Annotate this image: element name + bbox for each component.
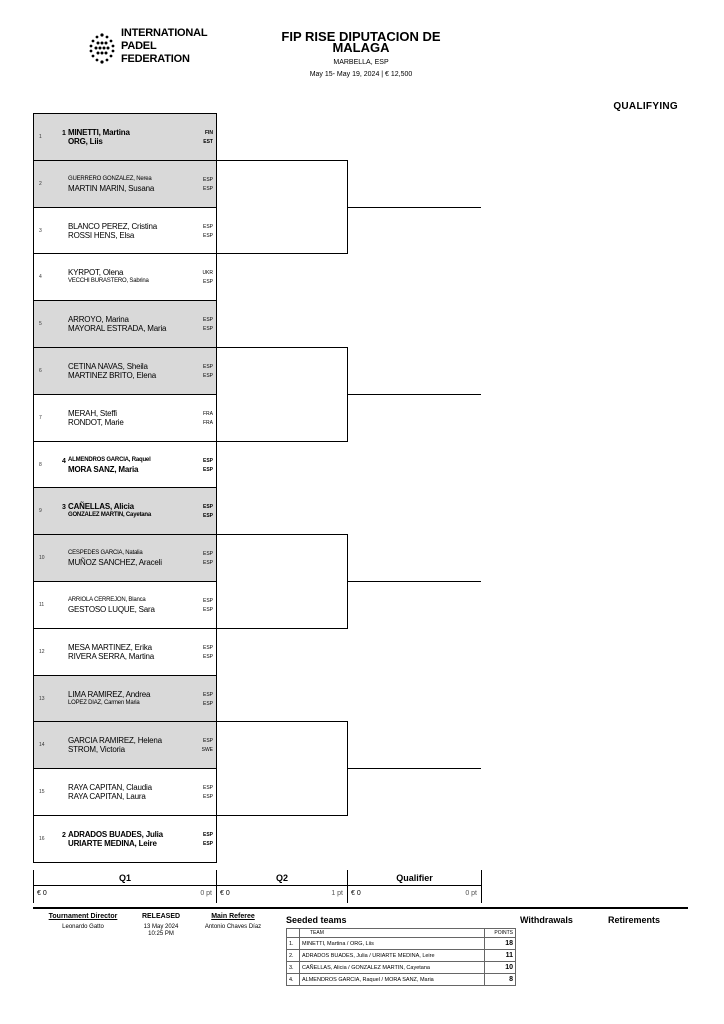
player-nationality: ESP — [202, 457, 213, 464]
tournament-city: MARBELLA, ESP — [333, 59, 389, 66]
bracket-line — [216, 441, 347, 442]
team-row — [34, 208, 216, 255]
seeded-team: CAÑELLAS, Alicia / GONZALEZ MARTIN, Cayetana — [300, 962, 485, 974]
seeded-teams-table — [286, 928, 516, 986]
director-name: Leonardo Gatto — [62, 924, 104, 930]
rounds-table — [33, 870, 482, 903]
team-draw-number: 6 — [39, 368, 42, 374]
player-name: GUERRERO GONZALEZ, Nerea — [68, 175, 152, 182]
retirements-label: Retirements — [608, 915, 661, 925]
player-nationality: ESP — [202, 185, 213, 192]
round-name: Qualifier — [396, 873, 433, 883]
director-block — [38, 913, 128, 930]
player-nationality: ESP — [202, 832, 213, 838]
team-row — [34, 301, 216, 348]
director-label: Tournament Director — [48, 913, 118, 920]
bracket-line — [347, 394, 481, 395]
team-draw-number: 5 — [39, 321, 42, 328]
player-nationality: FRA — [203, 410, 213, 417]
player-name: MARTIN MARIN, Susana — [68, 183, 155, 193]
team-draw-number: 12 — [39, 648, 45, 655]
player-nationality: ESP — [202, 653, 213, 660]
player-name: GARCIA RAMIREZ, Helena — [68, 736, 162, 746]
seeded-teams-title: Seeded teams — [286, 915, 347, 925]
seeded-num: 2. — [287, 950, 300, 962]
player-nationality: FRA — [203, 419, 213, 426]
seeded-col-team: TEAM — [300, 929, 485, 938]
seeded-points: 10 — [485, 962, 516, 974]
bracket-line — [216, 628, 347, 629]
team-row — [34, 769, 216, 816]
player-nationality: ESP — [202, 466, 213, 473]
player-nationality: EST — [203, 139, 213, 145]
player-nationality: ESP — [202, 691, 213, 698]
team-draw-number: 1 — [39, 134, 42, 140]
player-name: ALMENDROS GARCIA, Raquel — [68, 456, 151, 463]
player-name: MUÑOZ SANCHEZ, Araceli — [68, 558, 162, 568]
player-name: ADRADOS BUADES, Julia — [68, 830, 163, 839]
round-prize: € 0 — [37, 890, 47, 897]
team-row — [34, 676, 216, 723]
withdrawals-label: Withdrawals — [520, 915, 573, 925]
released-label: RELEASED — [141, 913, 181, 920]
team-row — [34, 348, 216, 395]
seeded-row — [287, 950, 516, 962]
player-name: VECCHI BURASTERO, Sabrina — [68, 278, 149, 285]
team-draw-number: 4 — [39, 274, 42, 281]
team-seed: 1 — [62, 130, 66, 137]
bracket-line — [347, 207, 481, 208]
player-name: MARTINEZ BRITO, Elena — [68, 371, 156, 380]
player-name: GESTOSO LUQUE, Sara — [68, 605, 155, 614]
seeded-points: 11 — [485, 950, 516, 962]
seeded-points: 8 — [485, 974, 516, 986]
player-name: MESA MARTINEZ, Erika — [68, 642, 152, 652]
team-draw-number: 7 — [39, 414, 42, 421]
fip-logo-icon — [88, 32, 116, 64]
team-row — [34, 442, 216, 489]
round-q1 — [33, 870, 217, 903]
tournament-dates: May 15- May 19, 2024 | € 12,500 — [309, 71, 413, 78]
round-name: Q1 — [118, 873, 131, 883]
player-name: RAYA CAPITAN, Laura — [68, 792, 146, 802]
team-draw-number: 3 — [39, 227, 42, 234]
player-nationality: ESP — [202, 551, 213, 558]
player-nationality: ESP — [202, 223, 213, 230]
seeded-num: 1. — [287, 938, 300, 950]
seeded-points: 18 — [485, 938, 516, 950]
bracket-line — [216, 721, 347, 722]
player-nationality: ESP — [202, 504, 213, 511]
team-row — [34, 254, 216, 301]
player-nationality: ESP — [202, 598, 213, 604]
player-nationality: ESP — [202, 364, 213, 370]
player-name: CETINA NAVAS, Sheila — [68, 362, 148, 371]
round-q2 — [217, 870, 348, 903]
round-points: 0 pt — [465, 890, 477, 897]
team-draw-number: 9 — [39, 508, 42, 515]
player-name: RIVERA SERRA, Martina — [68, 651, 155, 661]
team-row — [34, 488, 216, 535]
player-name: MAYORAL ESTRADA, Maria — [68, 324, 167, 334]
player-nationality: ESP — [202, 279, 213, 286]
fip-logo-text: INTERNATIONAL PADEL FEDERATION — [121, 27, 208, 65]
player-name: STROM, Victoria — [68, 745, 125, 755]
team-draw-number: 16 — [39, 836, 45, 842]
seeded-row — [287, 938, 516, 950]
team-row — [34, 535, 216, 582]
player-nationality: ESP — [202, 607, 213, 613]
referee-label: Main Referee — [211, 913, 255, 920]
team-row — [34, 816, 216, 863]
player-nationality: ESP — [202, 841, 213, 847]
player-name: ARROYO, Marina — [68, 315, 129, 325]
player-nationality: ESP — [202, 326, 213, 333]
draw-type-label: QUALIFYING — [613, 101, 678, 112]
team-seed: 4 — [62, 457, 66, 465]
bracket-line — [216, 815, 347, 816]
seeded-num: 3. — [287, 962, 300, 974]
team-row — [34, 722, 216, 769]
player-name: CESPEDES GARCIA, Natalia — [68, 550, 143, 557]
round-name: Q2 — [275, 873, 288, 883]
team-row — [34, 629, 216, 676]
team-draw-number: 11 — [39, 602, 45, 608]
referee-name: Antonio Chaves Díaz — [204, 924, 262, 930]
bracket-line — [347, 768, 481, 769]
seeded-row — [287, 974, 516, 986]
player-name: MINETTI, Martina — [68, 128, 130, 137]
round-qualifier — [348, 870, 482, 903]
player-name: KYRPOT, Olena — [68, 268, 124, 278]
player-nationality: ESP — [202, 700, 213, 707]
team-draw-number: 15 — [39, 789, 45, 796]
player-name: BLANCO PEREZ, Cristina — [68, 221, 157, 231]
seeded-team: ALMENDROS GARCIA, Raquel / MORA SANZ, Maria — [300, 974, 485, 986]
player-nationality: ESP — [202, 785, 213, 792]
seeded-row — [287, 962, 516, 974]
tournament-title: FIP RISE DIPUTACION DE MALAGA — [281, 29, 441, 55]
player-name: ROSSI HENS, Elsa — [68, 230, 135, 240]
team-row — [34, 582, 216, 629]
fip-logo — [88, 26, 208, 70]
player-name: LIMA RAMIREZ, Andrea — [68, 689, 151, 699]
team-row — [34, 395, 216, 442]
player-nationality: ESP — [202, 176, 213, 183]
round-points: 0 pt — [200, 890, 212, 897]
player-nationality: ESP — [202, 794, 213, 801]
player-nationality: ESP — [202, 317, 213, 324]
round-prize: € 0 — [351, 890, 361, 897]
seeded-team: ADRADOS BUADES, Julia / URIARTE MEDINA, Leire — [300, 950, 485, 962]
round-points: 1 pt — [331, 890, 343, 897]
player-nationality: ESP — [202, 373, 213, 379]
player-name: MORA SANZ, Maria — [68, 464, 139, 474]
player-name: RONDOT, Marie — [68, 417, 124, 427]
team-draw-number: 10 — [39, 555, 45, 562]
player-nationality: ESP — [202, 738, 213, 745]
bracket-line — [216, 534, 347, 535]
seeded-header-row — [287, 929, 516, 938]
player-name: LOPEZ DIAZ, Carmen Maria — [68, 699, 140, 706]
player-name: MERAH, Steffi — [68, 408, 117, 418]
bracket-line — [216, 347, 347, 348]
player-name: GONZALEZ MARTIN, Cayetana — [68, 512, 152, 519]
released-time: 10:25 PM — [148, 931, 174, 937]
player-nationality: ESP — [202, 513, 213, 520]
team-row — [34, 161, 216, 208]
team-draw-number: 13 — [39, 695, 45, 702]
team-draw-number: 2 — [39, 180, 42, 187]
player-nationality: ESP — [202, 232, 213, 239]
team-draw-number: 14 — [39, 742, 45, 749]
player-nationality: FIN — [204, 130, 213, 136]
player-name: CAÑELLAS, Alicia — [68, 502, 134, 512]
bracket-line — [216, 253, 347, 254]
player-name: ORG, Liis — [68, 137, 103, 146]
player-nationality: UKR — [202, 270, 213, 277]
released-block — [130, 913, 192, 937]
referee-block — [196, 913, 270, 930]
released-date: 13 May 2024 — [143, 924, 179, 930]
team-row — [34, 114, 216, 161]
team-seed: 3 — [62, 504, 66, 512]
team-seed: 2 — [62, 832, 66, 839]
player-nationality: ESP — [202, 644, 213, 651]
seeded-num: 4. — [287, 974, 300, 986]
seeded-col-points: POINTS — [485, 929, 516, 938]
player-name: ARRIOLA CERREJON, Blanca — [68, 597, 146, 603]
seeded-team: MINETTI, Martina / ORG, Liis — [300, 938, 485, 950]
bracket-line — [347, 581, 481, 582]
bracket-line — [216, 160, 347, 161]
footer-divider — [33, 907, 688, 909]
player-name: URIARTE MEDINA, Leire — [68, 839, 157, 848]
player-nationality: ESP — [202, 560, 213, 567]
player-nationality: SWE — [201, 747, 213, 754]
player-name: RAYA CAPITAN, Claudia — [68, 783, 152, 793]
round-prize: € 0 — [220, 890, 230, 897]
team-draw-number: 8 — [39, 461, 42, 468]
draw-team-list — [33, 113, 217, 863]
